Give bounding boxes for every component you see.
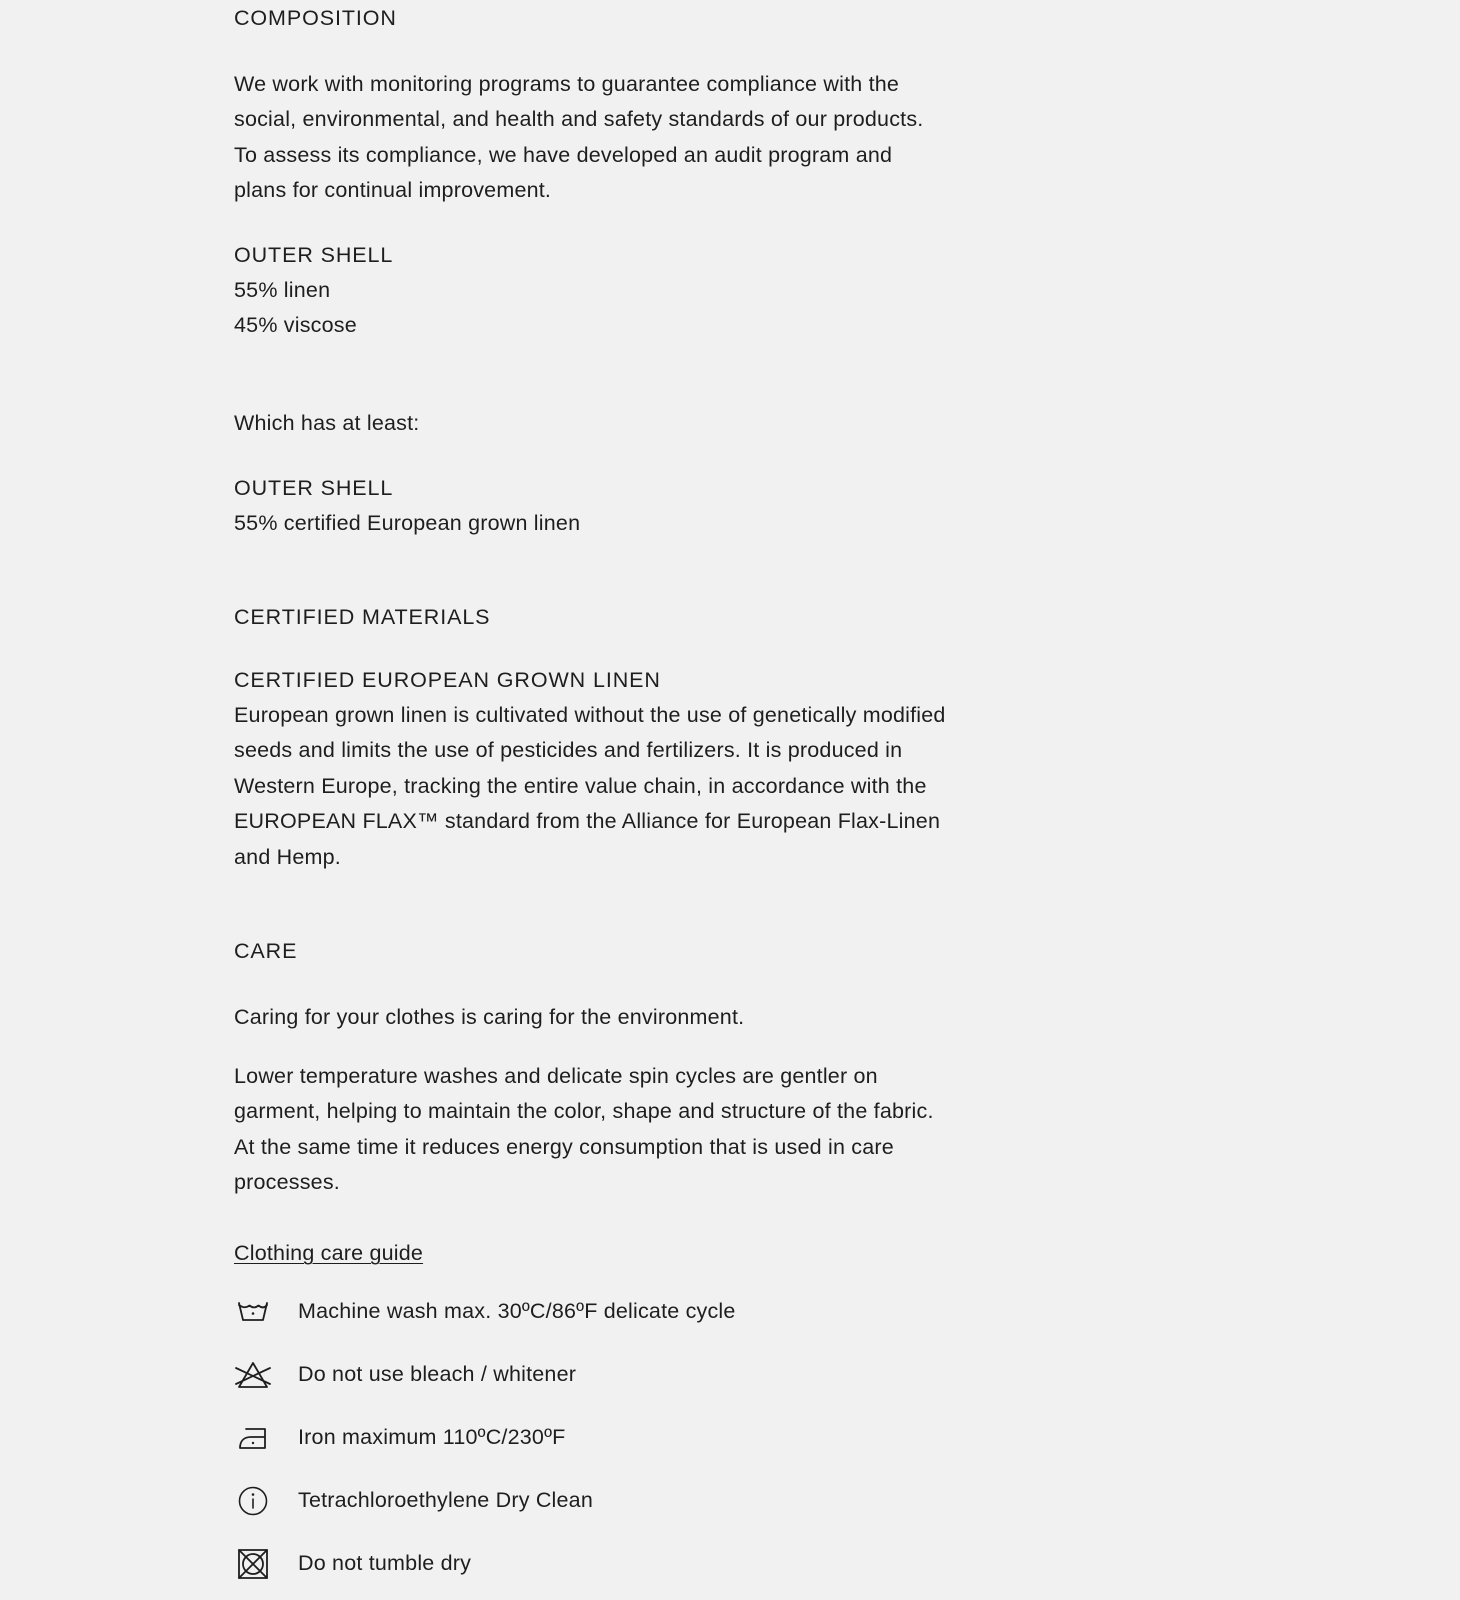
care-instruction-item	[234, 1418, 964, 1458]
care-instruction-text: Machine wash max. 30ºC/86ºF delicate cycle	[298, 1299, 736, 1323]
material-item: 45% viscose	[234, 313, 357, 337]
care-line: processes.	[234, 1170, 340, 1194]
material-item: 55% linen	[234, 278, 331, 302]
certified-linen-line: and Hemp.	[234, 845, 341, 869]
care-instruction-item	[234, 1544, 964, 1584]
care-instruction-item	[234, 1481, 964, 1521]
dry-clean-icon	[234, 1483, 272, 1519]
care-line: Lower temperature washes and delicate spin cycles are gentler on	[234, 1064, 878, 1088]
wash-tub-icon	[234, 1294, 272, 1330]
care-line: garment, helping to maintain the color, shape and structure of the fabric.	[234, 1099, 934, 1123]
care-instruction-text: Do not tumble dry	[298, 1551, 472, 1575]
care-instruction-item	[234, 1355, 964, 1395]
composition-intro-line: We work with monitoring programs to guarantee compliance with the	[234, 72, 900, 96]
certified-linen-line: EUROPEAN FLAX™ standard from the Alliance for European Flax-Linen	[234, 809, 941, 833]
outer-shell-label: OUTER SHELL	[234, 243, 394, 267]
at-least-text: Which has at least:	[234, 411, 420, 435]
certified-linen-line: Western Europe, tracking the entire value chain, in accordance with the	[234, 774, 927, 798]
care-instruction-text: Iron maximum 110ºC/230ºF	[298, 1425, 566, 1449]
certified-material-item: 55% certified European grown linen	[234, 511, 581, 535]
care-instruction-text: Tetrachloroethylene Dry Clean	[298, 1488, 594, 1512]
certified-linen-line: European grown linen is cultivated without the use of genetically modified	[234, 703, 946, 727]
iron-icon	[234, 1420, 272, 1456]
certified-materials-heading: CERTIFIED MATERIALS	[234, 605, 491, 629]
composition-heading: COMPOSITION	[234, 6, 397, 30]
certified-linen-subheading: CERTIFIED EUROPEAN GROWN LINEN	[234, 668, 661, 692]
composition-intro-line: plans for continual improvement.	[234, 178, 552, 202]
no-tumble-dry-icon	[234, 1546, 272, 1582]
care-instruction-item	[234, 1292, 964, 1332]
composition-intro-line: social, environmental, and health and safety standards of our products.	[234, 107, 924, 131]
care-heading: CARE	[234, 939, 298, 963]
outer-shell-label: OUTER SHELL	[234, 476, 394, 500]
clothing-care-guide-link[interactable]: Clothing care guide	[234, 1241, 424, 1265]
care-line: At the same time it reduces energy consumption that is used in care	[234, 1135, 894, 1159]
certified-linen-line: seeds and limits the use of pesticides and fertilizers. It is produced in	[234, 738, 903, 762]
care-instruction-text: Do not use bleach / whitener	[298, 1362, 577, 1386]
care-intro: Caring for your clothes is caring for the environment.	[234, 1005, 745, 1029]
composition-intro-line: To assess its compliance, we have developed an audit program and	[234, 143, 893, 167]
no-bleach-icon	[234, 1357, 272, 1393]
product-details-panel	[234, 0, 964, 1600]
